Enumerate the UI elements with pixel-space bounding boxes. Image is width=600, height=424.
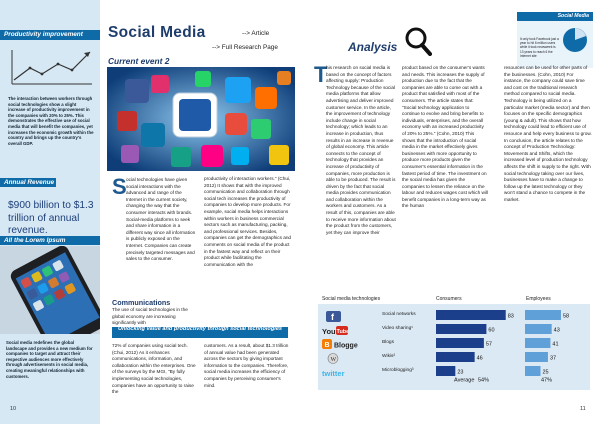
social-media-card (517, 12, 593, 68)
right-page-number: 11 (580, 406, 586, 412)
employees-value-blogs: 41 (552, 341, 559, 348)
col1-middle: The use of social technologies in the global economy are increasing significantly with (112, 307, 188, 326)
page-subtitle: Current event 2 (108, 56, 170, 66)
col1-bottom: 72% of companies using social tech. (Chui, 2012) As it enhances communications, information, and collaboration within the enterprises. One of the surveys by the MGI, "By fully implementing social technologies, companies have an opportunity to raise the (112, 343, 196, 395)
productivity-text: The interaction between workers through social technologies show a slight increase of productivity improvement in the companies with 20% to 25%. This demonstrates the effective use of social media that will benefit the companies, yet increases the economic growth within the country and brings up the country's overall GDP. (8, 96, 94, 146)
svg-text:Tube: Tube (336, 329, 348, 335)
consumers-average: 54% (478, 377, 490, 384)
sidebar-bottom-text: Social media redefines the global landscape and provides a new medium for companies to target and attract their respective audiences more effectively through advertisements in social media, creating meaningful relationships with customers. (6, 340, 93, 379)
svg-text:Blogger: Blogger (334, 342, 358, 350)
svg-text:f: f (331, 312, 334, 322)
dropcap-s: S (112, 174, 127, 199)
bar-chart-svg (318, 296, 590, 420)
consumers-bar-social-networks (436, 310, 506, 320)
consumers-value-microblogging: 23 (457, 369, 464, 376)
chart-header-employees: Employees (526, 296, 551, 302)
svg-text:W: W (330, 357, 337, 363)
svg-text:B: B (324, 342, 330, 349)
smartphone-image (0, 246, 100, 334)
chart-header-tech: Social media technologies (322, 296, 381, 302)
employees-bar-blogs (525, 338, 550, 348)
consumers-bar-blogs (436, 338, 484, 348)
employees-value-video-sharing: 43 (553, 327, 560, 334)
article-link[interactable]: --> Article (242, 30, 270, 37)
communications-heading: Communications (112, 298, 171, 307)
employees-value-microblogging: 25 (542, 369, 549, 376)
brand-label-blogs: Blogs (382, 340, 394, 345)
consumers-bar-wikis (436, 352, 475, 362)
col2-top: productivity of interaction workers." (Chui, 2012) It shows that with the improved communication and collaboration through social tech increases the productivity of companies to develop more products. For example, social media helps interactions within workers in business commercial sectors such as manufacturing, packing, and professional services. Besides, companies can get the demographics and comments on social media of the product in the fastest way and reflect on their product while facilitating the communication with the (204, 176, 292, 267)
employees-average: 47% (541, 377, 553, 384)
employees-bar-video-sharing (525, 324, 552, 334)
social-media-card-text: It only took Facebook just a year to hit 6 million users while it took newsweek is 13 years to reach 6 the Internet site (520, 37, 559, 58)
revenue-text: $900 billion to $1.3 trillion of annual revenue. (8, 200, 94, 236)
magnifying-glass-icon (404, 26, 432, 56)
brand-label-social-networks: Social networks (382, 312, 416, 317)
productivity-line-chart (6, 46, 94, 88)
social-media-icons-image (107, 67, 295, 171)
employees-bar-social-networks (525, 310, 561, 320)
dropcap-t: T (314, 62, 328, 87)
consumers-value-blogs: 57 (485, 341, 493, 348)
col2-bottom: customers. As a result, about $1.3 trillion of annual value had been generated across the sectors by giving important information to the companies. Therefore, social media increases the efficiency of companies by perceiving consumer's mind. (204, 343, 289, 388)
svg-text:twitter: twitter (322, 369, 345, 378)
employees-bar-wikis (525, 352, 548, 362)
right-col3: resources can be used for other parts of the businesses. (Cohn, 2010) For instance, the company could save time and cost on the traditional research method compared to social media. Technology is being utilized on a particular market (media sector) and then focuses on the specific demographics (young & adult). This shows that how technology could lead to efficient use of resource and help every business to grow. In conclusion, the article relates to the concept of Production Technology: Movements and Shifts, which the increased level of production technology affects the shift in supply to the right. With social technology taking over our lives, businesses have to make a change to follow up the latest technology or they won't stand a chance to compete in the market. (504, 65, 592, 202)
value-banner: Unlocking value and productivity through social technologies (112, 327, 288, 338)
right-col1: his research on social media is based on the concept of factors affecting supply: Production Technology because of the social media platforms that allow advertising and deliver improved customer service. In the article, the improvement of technology include change in social technology; which leads to an increase in production, thus results in an increase in revenue of global economy. This article connects to the concept of technology that provides an increase of productivity of companies, more production is able to be produced. The result is driven by the fact that social media provides communication and collaboration within the workers and customers. As a result of this, companies are able to receive more information about the product from the customers, yet they can improve their (326, 65, 396, 235)
employees-value-wikis: 37 (549, 355, 557, 362)
brand-label-microblogging: Microblogging³ (382, 368, 414, 373)
brand-label-video-sharing: Video sharing¹ (382, 326, 413, 331)
consumers-value-social-networks: 83 (507, 313, 514, 320)
employees-value-social-networks: 58 (562, 313, 570, 320)
lorem-header: All the Lorem Ipsum (0, 236, 100, 245)
pie-icon (561, 26, 589, 54)
social-tech-chart (318, 296, 590, 420)
employees-bar-microblogging (525, 366, 541, 376)
productivity-header: Productivity improvement (0, 30, 100, 40)
chart-header-consumers: Consumers (436, 296, 462, 302)
consumers-bar-microblogging (436, 366, 455, 376)
consumers-value-video-sharing: 60 (488, 327, 495, 334)
social-media-card-header: Social Media (517, 12, 593, 21)
left-page-number: 10 (10, 406, 17, 412)
average-label: Average (454, 377, 475, 384)
right-col2: product based on the consumer's wants and needs. This increases the supply of production due to the fact that the companies are able to come out with a product that satisfied with most of the consumers. The article states that: "Social technology application to continue to evolve and bring benefits to individuals, enterprises, and the overall economy with an increased productivity of 20% to 25%." (Cohn, 2010) This shows that the introduction of social media in the market effectively gives businesses with more opportunity to produce more products given the consumer's essential information in the fastest period of time. The investment on the social media has given the companies to lessen the reliance on the labour and reduces wages cost which will benefit companies in a long-term way as the human (402, 65, 488, 209)
svg-text:You: You (322, 327, 336, 336)
revenue-header: Annual Revenue (0, 178, 56, 187)
analysis-heading: Analysis (348, 40, 398, 54)
page-title: Social Media (108, 24, 206, 41)
consumers-bar-video-sharing (436, 324, 486, 334)
consumers-value-wikis: 46 (476, 355, 483, 362)
full-research-link[interactable]: --> Full Research Page (212, 44, 278, 51)
col1-intro: ocial technologies have given social interactions with the advanced and range of the Internet in the current society, changing the way that the consumer interacts with brands. Social-media platforms to seek and share information in a different way since all information is publicly exposed on the Internet. Companies can create precisely targeted messages and sales to the consumer. (126, 177, 196, 262)
brand-label-wikis: Wikis² (382, 354, 396, 359)
